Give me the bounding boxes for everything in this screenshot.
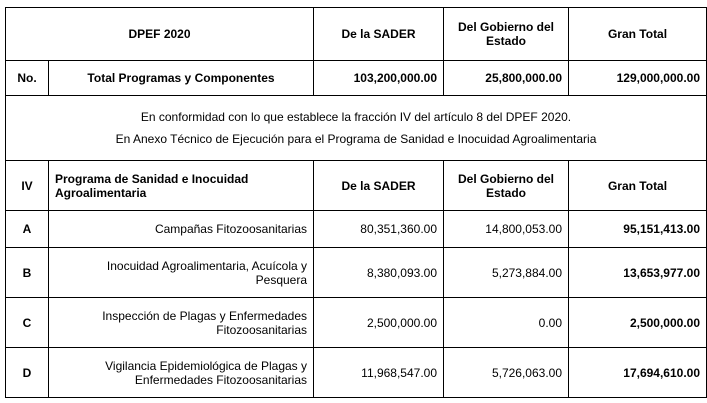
program-title: Programa de Sanidad e Inocuidad Agroalimentaria: [49, 161, 314, 211]
program-col-total: Gran Total: [569, 161, 707, 211]
row-sader: 8,380,093.00: [314, 248, 444, 298]
row-estado: 5,726,063.00: [444, 348, 569, 398]
totals-no: No.: [6, 61, 49, 96]
header-col-estado: Del Gobierno del Estado: [444, 8, 569, 61]
table-row: [6, 248, 707, 298]
header-title: DPEF 2020: [6, 8, 314, 61]
program-header-row: [6, 161, 707, 211]
note-line-2: En Anexo Técnico de Ejecución para el Programa de Sanidad e Inocuidad Agroalimentaria: [115, 132, 597, 146]
row-name: Vigilancia Epidemiológica de Plagas y Enfermedades Fitozoosanitarias: [49, 348, 314, 398]
row-estado: 0.00: [444, 298, 569, 348]
table-row: [6, 211, 707, 248]
row-total: 13,653,977.00: [569, 248, 707, 298]
program-col-estado: Del Gobierno del Estado: [444, 161, 569, 211]
row-total: 95,151,413.00: [569, 211, 707, 248]
row-id: C: [6, 298, 49, 348]
totals-sader: 103,200,000.00: [314, 61, 444, 96]
row-total: 17,694,610.00: [569, 348, 707, 398]
header-col-total: Gran Total: [569, 8, 707, 61]
row-name: Inspección de Plagas y Enfermedades Fitozoosanitarias: [49, 298, 314, 348]
table-row: [6, 298, 707, 348]
header-row: [6, 8, 707, 61]
note-cell: [6, 96, 707, 161]
note-row: [6, 96, 707, 161]
totals-row: [6, 61, 707, 96]
program-col-sader: De la SADER: [314, 161, 444, 211]
header-col-sader: De la SADER: [314, 8, 444, 61]
row-sader: 11,968,547.00: [314, 348, 444, 398]
row-estado: 14,800,053.00: [444, 211, 569, 248]
row-total: 2,500,000.00: [569, 298, 707, 348]
row-id: D: [6, 348, 49, 398]
row-estado: 5,273,884.00: [444, 248, 569, 298]
totals-total: 129,000,000.00: [569, 61, 707, 96]
table-row: [6, 348, 707, 398]
totals-estado: 25,800,000.00: [444, 61, 569, 96]
row-sader: 80,351,360.00: [314, 211, 444, 248]
row-id: B: [6, 248, 49, 298]
note-line-1: En conformidad con lo que establece la fracción IV del artículo 8 del DPEF 2020.: [140, 110, 572, 124]
budget-table: [5, 7, 707, 398]
totals-label: Total Programas y Componentes: [49, 61, 314, 96]
program-id: IV: [6, 161, 49, 211]
row-name: Campañas Fitozoosanitarias: [49, 211, 314, 248]
row-sader: 2,500,000.00: [314, 298, 444, 348]
row-name: Inocuidad Agroalimentaria, Acuícola y Pesquera: [49, 248, 314, 298]
row-id: A: [6, 211, 49, 248]
